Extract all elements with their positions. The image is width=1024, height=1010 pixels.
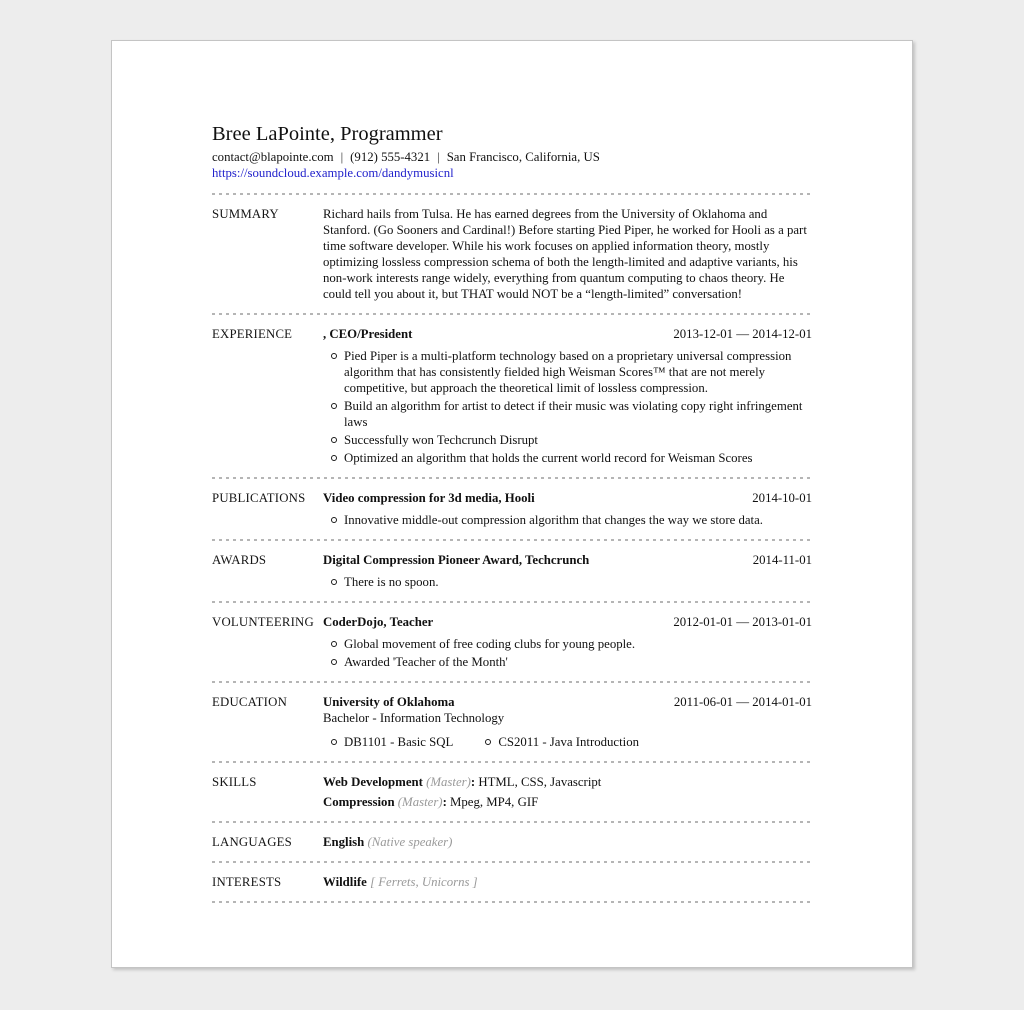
- section-label-awards: AWARDS: [212, 553, 267, 567]
- publication-entry: [323, 490, 812, 528]
- entry-dates: 2013-12-01 — 2014-12-01: [673, 327, 812, 341]
- entry-title: Digital Compression Pioneer Award, Techcrunch: [323, 553, 590, 567]
- contact-separator: |: [340, 150, 344, 164]
- candidate-name: Bree LaPointe, Programmer: [212, 123, 443, 145]
- bullet-item: Global movement of free coding clubs for young people.: [323, 636, 812, 652]
- section-label-experience: EXPERIENCE: [212, 327, 293, 341]
- award-entry: [323, 552, 812, 590]
- bullet-list: [323, 574, 812, 590]
- email-text: contact@blapointe.com: [212, 150, 334, 164]
- website-line: [212, 166, 812, 181]
- course-list: [323, 734, 812, 750]
- language-level: (Native speaker): [367, 835, 453, 849]
- skill-colon: :: [442, 795, 447, 809]
- section-label-summary: SUMMARY: [212, 207, 279, 221]
- summary-text: Richard hails from Tulsa. He has earned degrees from the University of Oklahoma and Stanford. (Go Sooners and Cardinal!) Before starting Pied Piper, he worked for Hooli as a part time software developer. While his work focuses on applied information theory, mostly optimizing lossless compression schema of both the length-limited and adaptive variants, his non-work interests range widely, everything from quantum computing to chaos theory. He could tell you about it, but THAT would NOT be a “length-limited” conversation!: [323, 207, 807, 301]
- bullet-item: There is no spoon.: [323, 574, 812, 590]
- location-text: San Francisco, California, US: [446, 150, 600, 164]
- section-label-publications: PUBLICATIONS: [212, 491, 306, 505]
- interest-details: [ Ferrets, Unicorns ]: [370, 875, 478, 889]
- bullet-list: [323, 512, 812, 528]
- language-name: English: [323, 835, 365, 849]
- section-interests: [212, 863, 812, 901]
- interest-line: [323, 874, 812, 890]
- bullet-item: Build an algorithm for artist to detect if their music was violating copy right infringement laws: [323, 398, 812, 430]
- interest-name: Wildlife: [323, 875, 367, 889]
- skill-level: (Master): [397, 795, 443, 809]
- skill-level: (Master): [426, 775, 471, 789]
- section-skills: [212, 763, 812, 821]
- entry-title: University of Oklahoma: [323, 695, 455, 709]
- skill-line: [323, 774, 812, 790]
- section-education: [212, 683, 812, 761]
- course-item: CS2011 - Java Introduction: [477, 734, 639, 750]
- entry-dates: 2014-10-01: [752, 491, 812, 505]
- language-line: [323, 834, 812, 850]
- section-label-languages: LANGUAGES: [212, 835, 292, 849]
- section-awards: [212, 541, 812, 601]
- resume-content: [112, 41, 912, 903]
- section-summary: [212, 195, 812, 313]
- skill-line: [323, 794, 812, 810]
- entry-dates: 2014-11-01: [752, 553, 812, 567]
- skill-colon: :: [470, 775, 476, 789]
- experience-entry: [323, 326, 812, 466]
- course-item: DB1101 - Basic SQL: [323, 734, 453, 750]
- bullet-list: [323, 348, 812, 466]
- bullet-item: Successfully won Techcrunch Disrupt: [323, 432, 812, 448]
- bullet-item: Optimized an algorithm that holds the current world record for Weisman Scores: [323, 450, 812, 466]
- volunteering-entry: [323, 614, 812, 670]
- bullet-item: Innovative middle-out compression algorithm that changes the way we store data.: [323, 512, 812, 528]
- entry-title: , CEO/President: [323, 327, 413, 341]
- contact-separator: |: [437, 150, 440, 164]
- section-label-volunteering: VOLUNTEERING: [212, 615, 314, 629]
- contact-line: [212, 150, 812, 165]
- skill-name: Web Development: [323, 775, 423, 789]
- section-publications: [212, 479, 812, 539]
- phone-text: (912) 555-4321: [350, 150, 431, 164]
- resume-paper: [111, 40, 913, 968]
- section-label-interests: INTERESTS: [212, 875, 282, 889]
- bullet-item: Pied Piper is a multi-platform technology based on a proprietary universal compression algorithm that has consistently fielded high Weisman Scores™ that are not merely competitive, but approach the theoretical limit of lossless compression.: [323, 348, 812, 396]
- entry-title: Video compression for 3d media, Hooli: [323, 491, 535, 505]
- section-label-education: EDUCATION: [212, 695, 288, 709]
- section-divider: [212, 901, 812, 903]
- bullet-list: [323, 636, 812, 670]
- skill-name: Compression: [323, 795, 395, 809]
- entry-dates: 2012-01-01 — 2013-01-01: [673, 615, 812, 629]
- website-link[interactable]: https://soundcloud.example.com/dandymusicnl: [212, 166, 454, 180]
- entry-title: CoderDojo, Teacher: [323, 615, 434, 629]
- skill-details: HTML, CSS, Javascript: [478, 775, 602, 789]
- resume-header: [212, 123, 812, 193]
- section-experience: [212, 315, 812, 477]
- section-languages: [212, 823, 812, 861]
- degree-subtitle: Bachelor - Information Technology: [323, 711, 505, 725]
- section-volunteering: [212, 603, 812, 681]
- education-entry: [323, 694, 812, 750]
- skill-details: Mpeg, MP4, GIF: [450, 795, 539, 809]
- entry-dates: 2011-06-01 — 2014-01-01: [673, 695, 812, 709]
- section-label-skills: SKILLS: [212, 775, 257, 789]
- bullet-item: Awarded 'Teacher of the Month': [323, 654, 812, 670]
